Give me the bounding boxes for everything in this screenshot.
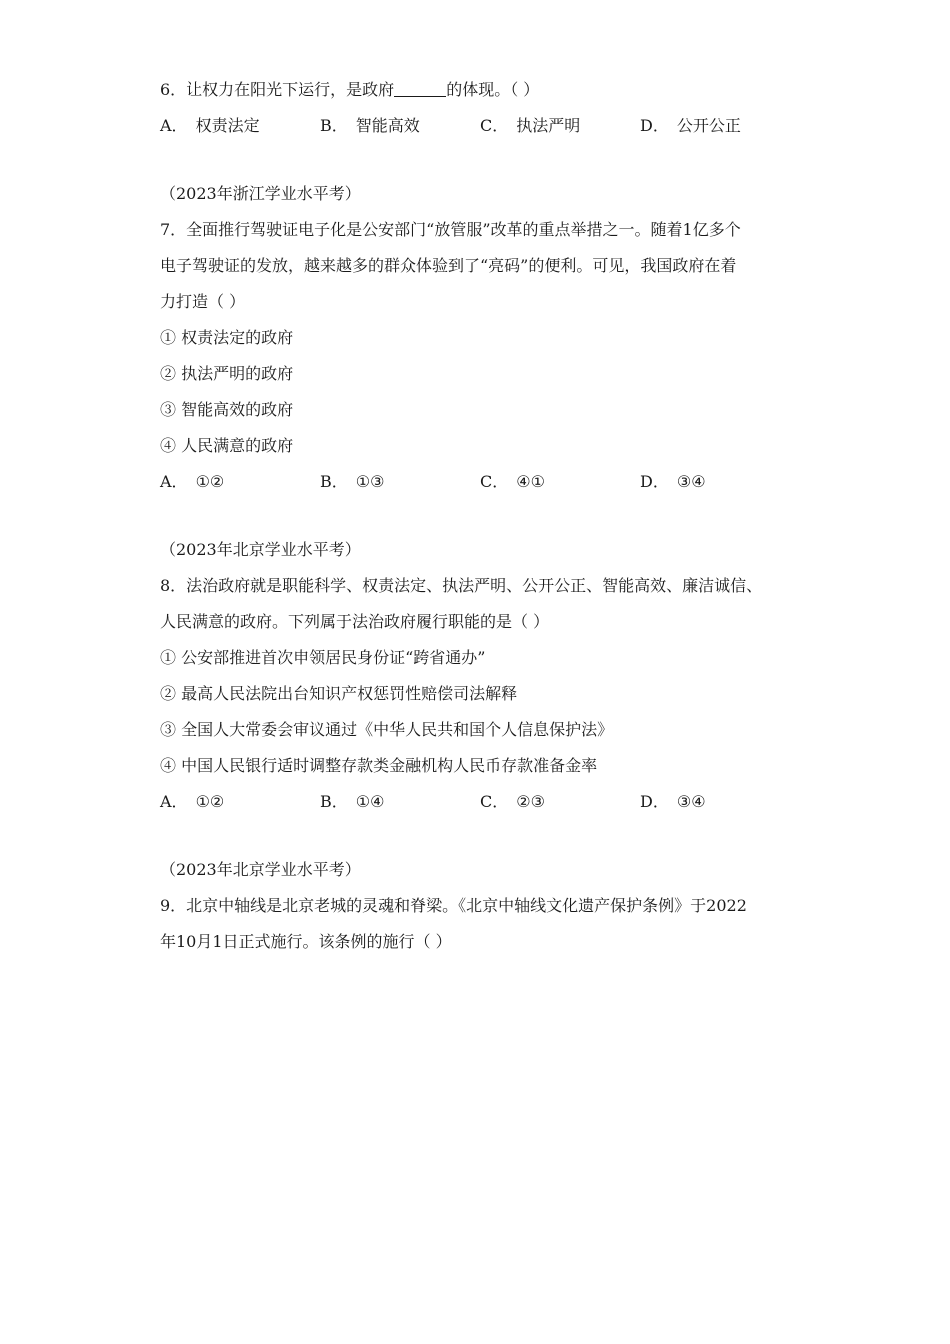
stem-text-after: 的体现。（ ）: [446, 80, 540, 99]
option-text: ②③: [516, 792, 545, 811]
question-9-source: （2023年北京学业水平考）: [160, 860, 361, 879]
option-text: ①②: [195, 472, 225, 491]
option-d[interactable]: [640, 784, 800, 820]
question-6-stem: [160, 72, 800, 108]
option-letter: C．: [480, 116, 509, 135]
option-b[interactable]: [320, 784, 480, 820]
stem-text-before: 6．让权力在阳光下运行，是政府: [160, 80, 395, 99]
option-a[interactable]: [160, 784, 320, 820]
option-b[interactable]: [320, 464, 480, 500]
option-text: ①④: [355, 792, 385, 811]
question-8-options: [160, 784, 800, 820]
option-letter: A．: [160, 792, 188, 811]
question-7-item-1: ① 权责法定的政府: [160, 328, 294, 347]
question-7-stem-line-3: 力打造（ ）: [160, 292, 246, 311]
option-text: ①③: [355, 472, 385, 491]
option-letter: A．: [160, 116, 188, 135]
question-8-stem-line-2: 人民满意的政府。下列属于法治政府履行职能的是（ ）: [160, 612, 550, 631]
question-8-item-2: ② 最高人民法院出台知识产权惩罚性赔偿司法解释: [160, 684, 518, 703]
option-text: 权责法定: [195, 116, 260, 135]
question-7-item-2: ② 执法严明的政府: [160, 364, 294, 383]
option-a[interactable]: [160, 464, 320, 500]
question-7-item-4: ④ 人民满意的政府: [160, 436, 294, 455]
option-c[interactable]: [480, 784, 640, 820]
option-d[interactable]: [640, 108, 800, 144]
option-letter: C．: [480, 792, 509, 811]
question-8-item-1: ① 公安部推进首次申领居民身份证“跨省通办”: [160, 648, 486, 667]
option-c[interactable]: [480, 464, 640, 500]
option-c[interactable]: [480, 108, 640, 144]
question-7-stem-line-1: 7．全面推行驾驶证电子化是公安部门“放管服”改革的重点举措之一。随着1亿多个: [160, 220, 741, 239]
question-8-stem-line-1: 8．法治政府就是职能科学、权责法定、执法严明、公开公正、智能高效、廉洁诚信、: [160, 576, 763, 595]
answer-blank: [394, 80, 446, 97]
option-letter: A．: [160, 472, 188, 491]
option-d[interactable]: [640, 464, 800, 500]
option-text: 智能高效: [355, 116, 420, 135]
question-9-stem-line-2: 年10月1日正式施行。该条例的施行（ ）: [160, 932, 452, 951]
question-8: [160, 532, 800, 820]
exam-page: [160, 72, 800, 960]
question-6: [160, 72, 800, 144]
option-letter: B．: [320, 472, 348, 491]
question-8-item-4: ④ 中国人民银行适时调整存款类金融机构人民币存款准备金率: [160, 756, 598, 775]
option-text: 公开公正: [676, 116, 741, 135]
option-a[interactable]: [160, 108, 320, 144]
question-7-item-3: ③ 智能高效的政府: [160, 400, 294, 419]
question-7: [160, 176, 800, 500]
question-9-stem-line-1: 9．北京中轴线是北京老城的灵魂和脊梁。《北京中轴线文化遗产保护条例》于2022: [160, 896, 747, 915]
question-8-source: （2023年北京学业水平考）: [160, 540, 361, 559]
option-letter: B．: [320, 792, 348, 811]
question-7-stem-line-2: 电子驾驶证的发放，越来越多的群众体验到了“亮码”的便利。可见，我国政府在着: [160, 256, 737, 275]
question-6-options: [160, 108, 800, 144]
option-text: ③④: [676, 472, 706, 491]
option-b[interactable]: [320, 108, 480, 144]
option-letter: D．: [640, 472, 669, 491]
question-7-source: （2023年浙江学业水平考）: [160, 184, 361, 203]
option-text: ③④: [676, 792, 706, 811]
option-text: 执法严明: [516, 116, 581, 135]
question-7-options: [160, 464, 800, 500]
option-text: ④①: [516, 472, 545, 491]
question-8-item-3: ③ 全国人大常委会审议通过《中华人民共和国个人信息保护法》: [160, 720, 614, 739]
option-letter: B．: [320, 116, 348, 135]
option-letter: D．: [640, 116, 669, 135]
option-text: ①②: [195, 792, 225, 811]
question-9: [160, 852, 800, 960]
option-letter: C．: [480, 472, 509, 491]
option-letter: D．: [640, 792, 669, 811]
